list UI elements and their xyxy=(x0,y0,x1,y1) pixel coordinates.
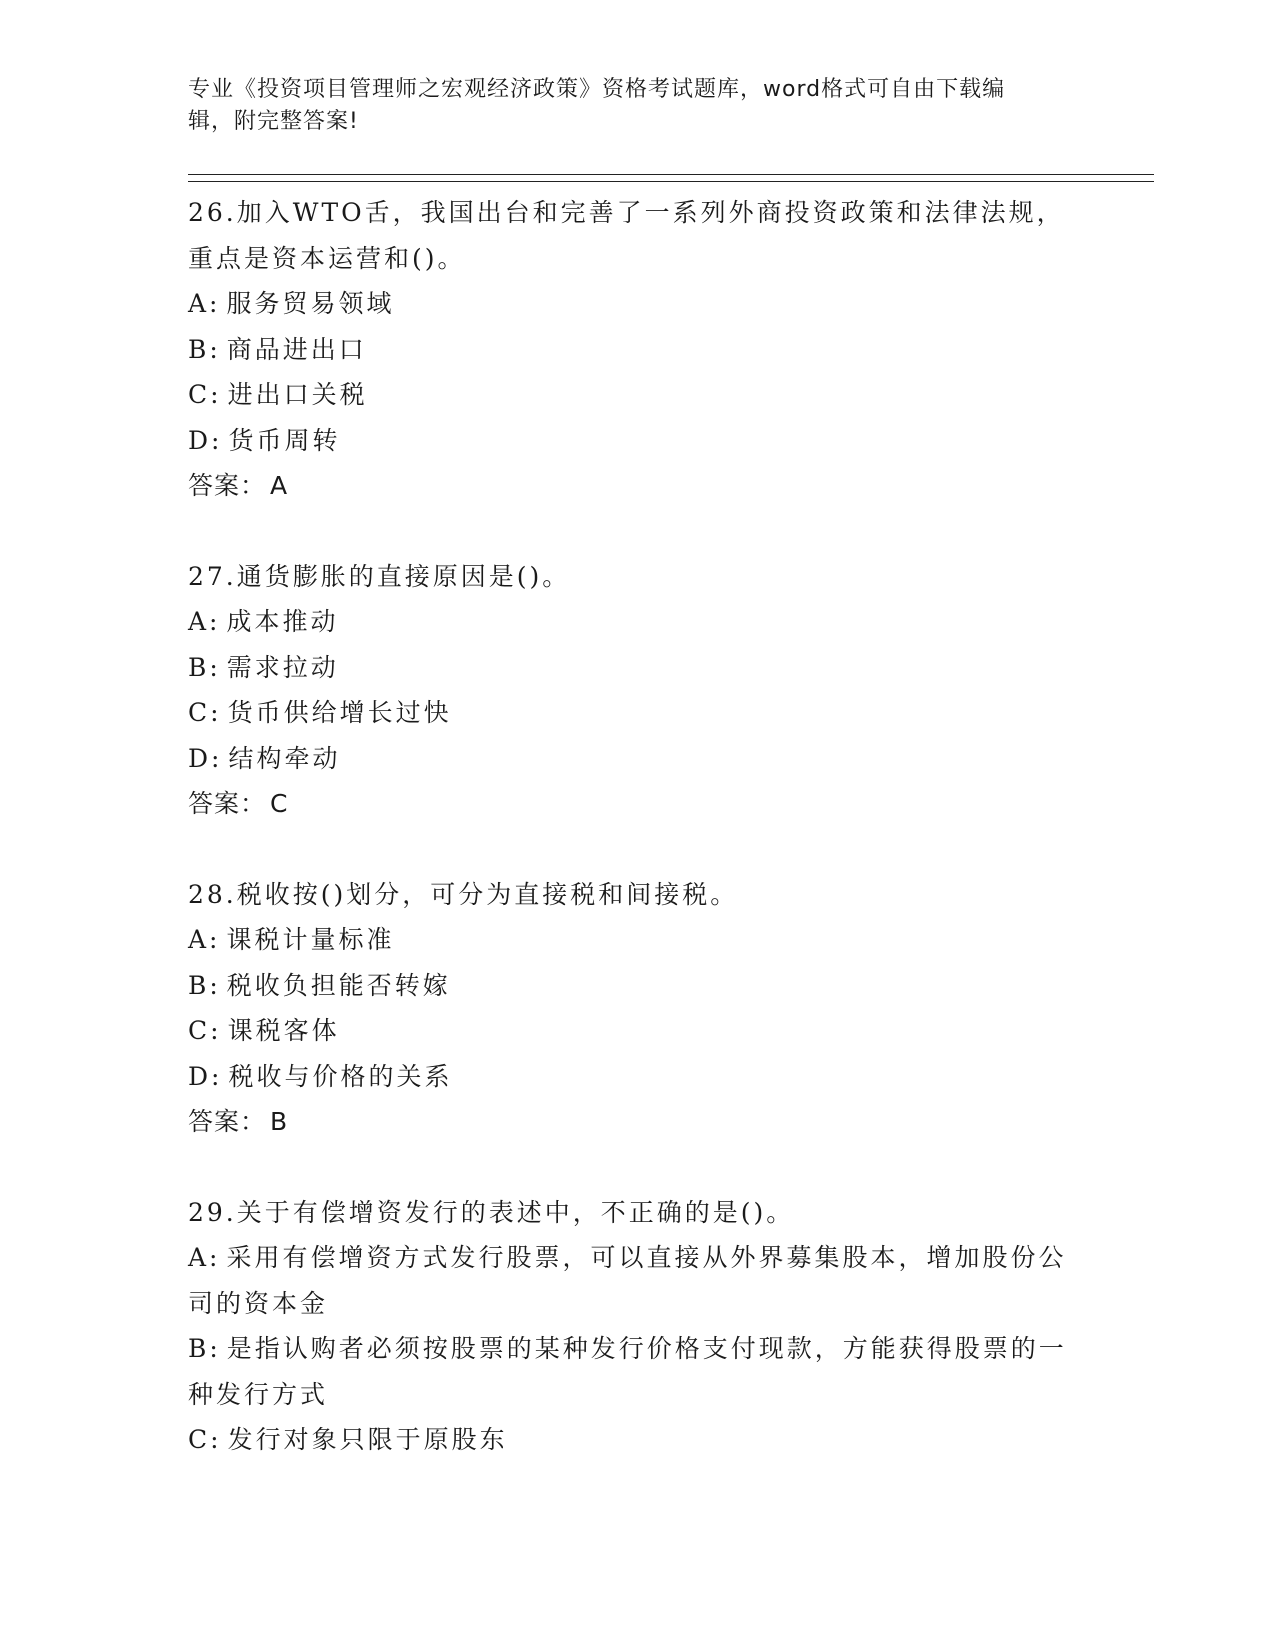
option-label: D: xyxy=(188,1061,223,1091)
option-c xyxy=(188,372,1088,418)
header-line-2: 辑，附完整答案! xyxy=(188,109,359,134)
option-c xyxy=(188,1417,1088,1463)
option-label: B: xyxy=(188,970,221,1000)
option-text: 服务贸易领域 xyxy=(226,289,395,318)
option-text: 需求拉动 xyxy=(226,652,339,682)
option-label: D: xyxy=(188,425,223,455)
option-b xyxy=(188,645,1088,691)
option-text: 货币周转 xyxy=(228,425,341,455)
option-b xyxy=(188,963,1088,1009)
option-b xyxy=(188,1326,1088,1417)
answer-value: C xyxy=(270,789,289,818)
option-b xyxy=(188,327,1088,373)
document-header xyxy=(188,74,1068,138)
option-text: 进出口关税 xyxy=(227,380,368,409)
option-text: 税收与价格的关系 xyxy=(228,1061,453,1091)
option-label: B: xyxy=(188,1334,221,1363)
answer-line xyxy=(188,781,1088,827)
option-a xyxy=(188,1235,1088,1326)
question-title: 29.关于有偿增资发行的表述中，不正确的是()。 xyxy=(188,1197,795,1227)
question-title: 28.税收按()划分，可分为直接税和间接税。 xyxy=(188,879,739,909)
option-a xyxy=(188,917,1088,963)
option-label: C: xyxy=(188,1016,222,1045)
option-text: 课税计量标准 xyxy=(226,925,395,954)
option-text: 税收负担能否转嫁 xyxy=(226,970,451,1000)
answer-value: B xyxy=(270,1107,289,1136)
option-text: 成本推动 xyxy=(226,607,339,636)
option-label: D: xyxy=(188,743,223,773)
option-text: 商品进出口 xyxy=(226,334,367,364)
option-a xyxy=(188,281,1088,327)
option-text: 课税客体 xyxy=(227,1016,340,1045)
question-title: 26.加入WTO舌，我国出台和完善了一系列外商投资政策和法律法规，重点是资本运营和()。 xyxy=(188,198,1065,273)
option-label: A: xyxy=(188,289,221,318)
header-divider-top xyxy=(188,174,1154,175)
option-d xyxy=(188,418,1088,464)
answer-value: A xyxy=(270,471,289,500)
question-28 xyxy=(188,872,1088,1145)
answer-label: 答案： xyxy=(188,1107,267,1136)
option-d xyxy=(188,1054,1088,1100)
option-d xyxy=(188,736,1088,782)
answer-label: 答案： xyxy=(188,789,267,818)
option-c xyxy=(188,690,1088,736)
option-label: C: xyxy=(188,380,222,409)
question-27 xyxy=(188,554,1088,827)
option-text: 是指认购者必须按股票的某种发行价格支付现款，方能获得股票的一种发行方式 xyxy=(188,1334,1067,1409)
option-text: 采用有偿增资方式发行股票，可以直接从外界募集股本，增加股份公司的资本金 xyxy=(188,1243,1067,1318)
option-label: B: xyxy=(188,334,221,364)
option-text: 结构牵动 xyxy=(228,743,341,773)
option-text: 货币供给增长过快 xyxy=(227,698,452,727)
question-29 xyxy=(188,1190,1088,1463)
answer-line xyxy=(188,1099,1088,1145)
answer-line xyxy=(188,463,1088,509)
option-label: A: xyxy=(188,607,221,636)
option-label: C: xyxy=(188,1425,222,1454)
header-divider-bottom xyxy=(188,181,1154,182)
option-c xyxy=(188,1008,1088,1054)
option-text: 发行对象只限于原股东 xyxy=(227,1425,508,1454)
question-list xyxy=(188,190,1088,1508)
option-label: A: xyxy=(188,925,221,954)
question-26 xyxy=(188,190,1088,509)
question-title: 27.通货膨胀的直接原因是()。 xyxy=(188,561,571,591)
option-label: C: xyxy=(188,698,222,727)
option-a xyxy=(188,599,1088,645)
header-line-1: 专业《投资项目管理师之宏观经济政策》资格考试题库，word格式可自由下载编 xyxy=(188,77,1006,102)
answer-label: 答案： xyxy=(188,471,267,500)
option-label: B: xyxy=(188,652,221,682)
option-label: A: xyxy=(188,1243,221,1272)
